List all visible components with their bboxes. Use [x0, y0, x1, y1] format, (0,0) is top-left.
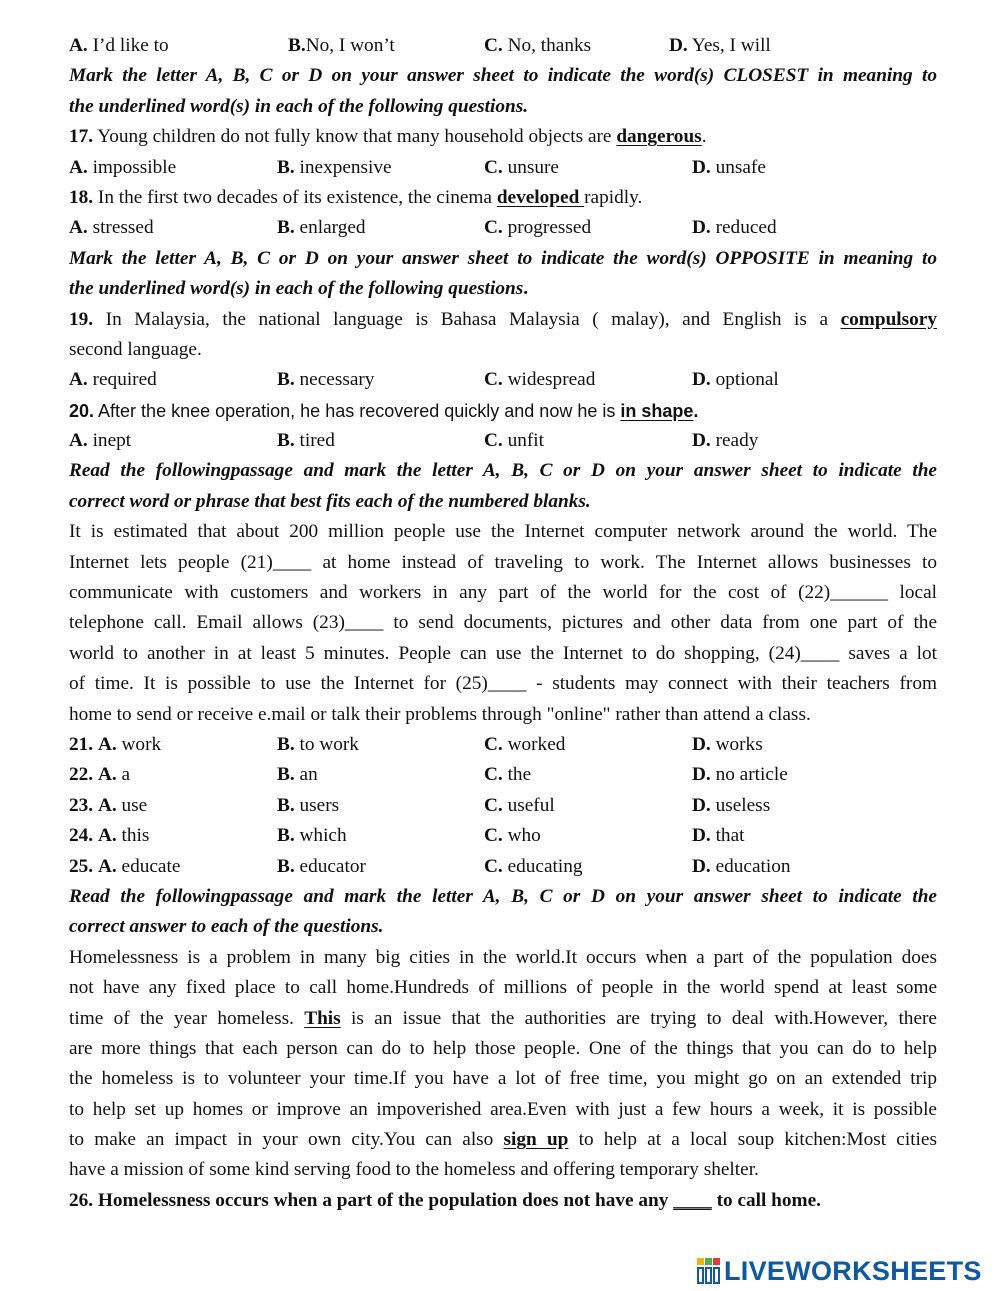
q24-options [69, 821, 937, 851]
instruction-line: Read the followingpassage and mark the letter A, B, C or D on your answer sheet to indicate the [69, 885, 937, 907]
section-opposite-instruction [69, 244, 937, 274]
reading-passage-line: not have any fixed place to call home.Hundreds of millions of people in the world spend at least some [69, 977, 937, 999]
liveworksheets-logo[interactable] [697, 1255, 982, 1287]
instruction-line: Read the followingpassage and mark the letter A, B, C or D on your answer sheet to indicate the [69, 460, 937, 482]
q23-option-b[interactable]: B. users [277, 794, 340, 816]
q20-option-d[interactable]: D. ready [692, 430, 759, 452]
q26-stem: 26. Homelessness occurs when a part of the population does not have any ____ to call home. [69, 1189, 821, 1211]
cloze-passage-line: It is estimated that about 200 million people use the Internet computer network around the world. The [69, 521, 937, 543]
q23-option-d[interactable]: D. useless [692, 794, 771, 816]
section-closest-instruction [69, 61, 937, 91]
q17-options [69, 153, 937, 183]
section-reading-instruction-cont: correct answer to each of the questions. [69, 916, 384, 938]
q25-option-d[interactable]: D. education [692, 855, 791, 877]
cloze-passage-line: communicate with customers and workers in any part of the world for the cost of (22)______ local [69, 582, 937, 604]
q16-option-a[interactable]: A. I’d like to [69, 35, 169, 56]
q24-option-b[interactable]: B. which [277, 825, 347, 847]
q21-options [69, 730, 937, 760]
q22-option-b[interactable]: B. an [277, 764, 318, 786]
q18-option-d[interactable]: D. reduced [692, 217, 777, 239]
q17-option-a[interactable]: A. impossible [69, 156, 177, 178]
q24-option-d[interactable]: D. that [692, 825, 745, 847]
q18-underlined-word: developed [496, 186, 585, 208]
cloze-passage-line: Internet lets people (21)____ at home instead of traveling to work. The Internet allows businesses to [69, 551, 937, 573]
q22-options [69, 760, 937, 790]
q24-option-a[interactable]: 24. A. this [69, 825, 150, 847]
q17-stem: 17. Young children do not fully know that many household objects are dangerous. [69, 126, 707, 148]
q24-option-c[interactable]: C. who [484, 825, 541, 847]
reading-passage-line: time of the year homeless. This is an issue that the authorities are trying to deal with.However, there [69, 1007, 937, 1029]
reading-passage-line: to help set up homes or improve an impoverished area.Even with just a few hours a week, it is possible [69, 1098, 937, 1120]
section-closest-instruction-cont: the underlined word(s) in each of the following questions. [69, 95, 529, 117]
q20-option-c[interactable]: C. unfit [484, 430, 544, 452]
liveworksheets-logo-icon [697, 1258, 721, 1284]
q25-option-c[interactable]: C. educating [484, 855, 583, 877]
worksheet-page [69, 31, 937, 1216]
q25-options [69, 852, 937, 882]
q22-option-c[interactable]: C. the [484, 764, 532, 786]
section-opposite-instruction-cont: the underlined word(s) in each of the following questions. [69, 278, 529, 300]
q21-option-b[interactable]: B. to work [277, 733, 359, 755]
q22-option-d[interactable]: D. no article [692, 764, 788, 786]
q21-option-a[interactable]: 21. A. work [69, 733, 162, 755]
q17-option-c[interactable]: C. unsure [484, 156, 559, 178]
reading-passage [69, 943, 937, 1186]
q16-option-b[interactable]: B.No, I won’t [288, 35, 395, 56]
cloze-passage [69, 517, 937, 730]
q18-options [69, 213, 937, 243]
q19-options [69, 365, 937, 395]
q23-option-c[interactable]: C. useful [484, 794, 555, 816]
cloze-passage-line: home to send or receive e.mail or talk their problems through "online" rather than attend a class. [69, 703, 811, 725]
q19-underlined-word: compulsory [840, 308, 937, 330]
q19-stem-line2: second language. [69, 338, 202, 360]
q20-stem: 20. After the knee operation, he has recovered quickly and now he is in shape. [69, 400, 699, 421]
q22-option-a[interactable]: 22. A. a [69, 764, 131, 786]
reading-underlined-this: This [304, 1007, 341, 1029]
q18-option-c[interactable]: C. progressed [484, 217, 592, 239]
cloze-passage-line: telephone call. Email allows (23)____ to send documents, pictures and other data from one part of the [69, 612, 937, 634]
q21-option-d[interactable]: D. works [692, 733, 763, 755]
q17-underlined-word: dangerous [616, 126, 702, 148]
q16-option-d[interactable]: D. Yes, I will [669, 35, 771, 56]
q26-blank[interactable]: ____ [673, 1189, 712, 1211]
q16-options [69, 31, 937, 61]
q20-underlined-phrase: in shape [620, 400, 694, 421]
q23-options [69, 791, 937, 821]
q16-option-c[interactable]: C. No, thanks [484, 35, 592, 56]
q18-stem: 18. In the first two decades of its existence, the cinema developed rapidly. [69, 186, 643, 208]
instruction-line: Mark the letter A, B, C or D on your answer sheet to indicate the word(s) CLOSEST in meaning to [69, 65, 937, 87]
q19-option-d[interactable]: D. optional [692, 369, 779, 391]
q19-option-a[interactable]: A. required [69, 369, 157, 391]
q25-option-b[interactable]: B. educator [277, 855, 366, 877]
reading-passage-line: are more things that each person can do to help those people. One of the things that you can do to help [69, 1037, 937, 1059]
q21-option-c[interactable]: C. worked [484, 733, 566, 755]
q19-stem [69, 305, 937, 335]
q18-option-a[interactable]: A. stressed [69, 217, 154, 239]
q19-stem-line1: 19. In Malaysia, the national language is Bahasa Malaysia ( malay), and English is a compulsory [69, 308, 937, 330]
reading-passage-line: Homelessness is a problem in many big cities in the world.It occurs when a part of the population does [69, 946, 937, 968]
reading-passage-line: to make an impact in your own city.You can also sign up to help at a local soup kitchen:Most cities [69, 1129, 937, 1151]
section-cloze-instruction-cont: correct word or phrase that best fits each of the numbered blanks. [69, 490, 591, 512]
reading-underlined-sign-up: sign up [503, 1129, 569, 1151]
reading-passage-line: the homeless is to volunteer your time.If you have a lot of free time, you might go on an extended trip [69, 1068, 937, 1090]
q20-option-a[interactable]: A. inept [69, 430, 132, 452]
q19-option-c[interactable]: C. widespread [484, 369, 596, 391]
instruction-line: Mark the letter A, B, C or D on your answer sheet to indicate the word(s) OPPOSITE in meaning to [69, 247, 937, 269]
section-cloze-instruction [69, 456, 937, 486]
q18-option-b[interactable]: B. enlarged [277, 217, 366, 239]
q17-option-b[interactable]: B. inexpensive [277, 156, 392, 178]
q17-option-d[interactable]: D. unsafe [692, 156, 766, 178]
q25-option-a[interactable]: 25. A. educate [69, 855, 181, 877]
q20-option-b[interactable]: B. tired [277, 430, 335, 452]
q19-option-b[interactable]: B. necessary [277, 369, 375, 391]
cloze-passage-line: of time. It is possible to use the Internet for (25)____ - students may connect with their teachers from [69, 673, 937, 695]
q23-option-a[interactable]: 23. A. use [69, 794, 148, 816]
q20-options [69, 426, 937, 456]
reading-passage-line: have a mission of some kind serving food to the homeless and offering temporary shelter. [69, 1159, 759, 1181]
liveworksheets-logo-text: LIVEWORKSHEETS [724, 1256, 982, 1286]
cloze-passage-line: world to another in at least 5 minutes. People can use the Internet to do shopping, (24)____ saves a lot [69, 642, 937, 664]
section-reading-instruction [69, 882, 937, 912]
